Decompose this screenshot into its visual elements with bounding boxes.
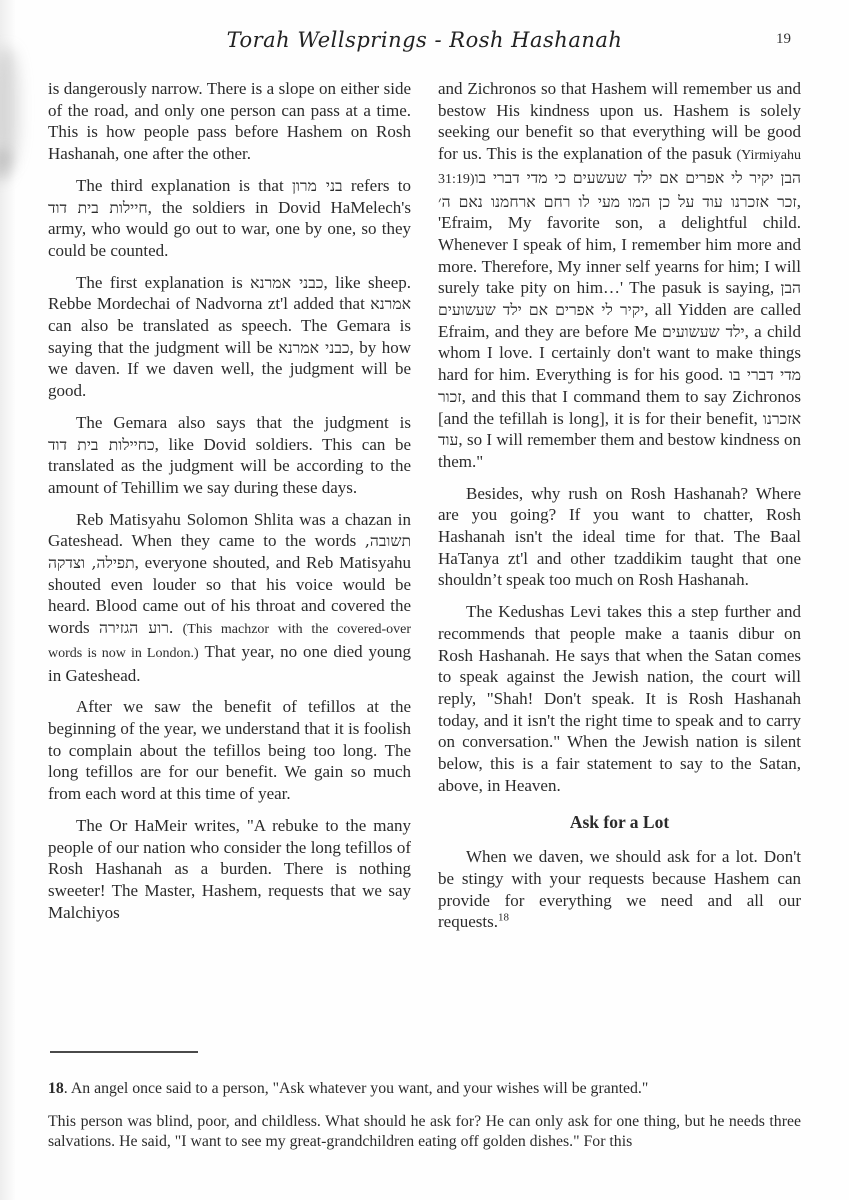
hebrew-phrase: אזכרנו עוד <box>438 408 801 450</box>
text-run: . An angel once said to a person, "Ask whatever you want, and your wishes will be granted." <box>63 1080 649 1097</box>
text-run: The Kedushas Levi takes this a step further and recommends that people make a taanis dibur on Rosh Hashanah. He says that when the Satan comes to speak against the Jewish nation, the court will reply, "Shah! Don't speak. It is Rosh Hashanah today, and it isn't the right time to speak and to carry on conversation." When the Jewish nation is silent below, this is a fair statement to say to the Satan, above, in Heaven. <box>438 602 801 795</box>
text-run: The third explanation is that <box>76 175 292 195</box>
paragraph <box>438 846 801 933</box>
parenthetical-note: (Yirmiyahu 31:19) <box>438 148 801 187</box>
text-run: , and this that I command them to say Zichronos [and the tefillah is long], it is for their benefit, <box>438 386 801 428</box>
text-run: , everyone shouted, and Reb Matisyahu shouted even louder so that his voice would be heard. Blood came out of his throat and covered the words <box>48 553 411 638</box>
paragraph <box>48 272 411 402</box>
paragraph <box>48 175 411 262</box>
text-run: , a child whom I love. I certainly don't want to make things hard for him. Everything is for his good. <box>438 321 801 385</box>
hebrew-phrase: הבן יקיר לי אפרים אם ילד שעשעים כי מדי דברי בו זכר אזכרנו עוד על כן המו מעי לו רחם ארחמנו נאם ה׳ <box>438 167 801 211</box>
footnote-reference: 18 <box>497 911 509 924</box>
text-run: can also be translated as speech. The Gemara is saying that the judgment will be <box>48 316 411 357</box>
hebrew-phrase: כבני אמרנא <box>278 337 350 357</box>
page-title: Torah Wellsprings - Rosh Hashanah <box>226 28 623 52</box>
footnote <box>48 1079 801 1099</box>
footnote-list <box>48 1079 801 1152</box>
hebrew-phrase: ילד שעשועים <box>661 321 745 341</box>
footnote-divider <box>50 1051 198 1053</box>
hebrew-phrase: חיילות בית דוד <box>48 197 148 217</box>
text-run: The first explanation is <box>76 272 251 292</box>
right-column <box>438 78 801 1040</box>
parenthetical-note: (This machzor with the covered-over words is now in London.) <box>48 622 411 661</box>
text-run: Ask for a Lot <box>569 811 670 832</box>
section-heading <box>438 812 801 834</box>
left-column <box>48 78 411 1040</box>
text-run: Reb Matisyahu Solomon Shlita was a chazan in Gateshead. When they came to the words <box>48 509 411 551</box>
footnote-number: 18 <box>48 1080 64 1097</box>
text-run: The Or HaMeir writes, "A rebuke to the many people of our nation who consider the long tefillos of Rosh Hashanah as a burden. There is nothing sweeter! The Master, Hashem, requests that we say Malchiyos <box>48 815 411 922</box>
hebrew-phrase: תשובה, תפילה, וצדקה <box>48 531 411 573</box>
text-run: is dangerously narrow. There is a slope on either side of the road, and only one person can pass at a time. This is how people pass before Hashem on Rosh Hashanah, one after the other. <box>48 79 411 164</box>
text-run: , like sheep. Rebbe Mordechai of Nadvorna zt'l added that <box>48 272 411 314</box>
scan-edge-artifact <box>0 0 16 1200</box>
hebrew-phrase: הבן יקיר לי אפרים אם ילד שעשועים <box>438 278 801 320</box>
hebrew-phrase: אמרנא <box>370 294 411 314</box>
hebrew-phrase: רוע הגזירה <box>99 618 169 638</box>
text-run: . <box>168 618 183 638</box>
hebrew-phrase: כבני אמרנא <box>250 272 324 292</box>
page-header <box>48 28 801 58</box>
text-run: The Gemara also says that the judgment is <box>76 412 411 432</box>
footnotes-section <box>48 1043 801 1165</box>
scan-smudge-artifact <box>0 48 20 168</box>
text-run: After we saw the benefit of tefillos at the beginning of the year, we understand that it is foolish to complain about the tefillos being too long. The long tefillos are for our benefit. We gain so much from each word at this time of year. <box>48 697 411 804</box>
text-run: That year, no one died young in Gateshead. <box>48 641 411 685</box>
paragraph <box>48 78 411 165</box>
text-run: When we daven, we should ask for a lot. Don't be stingy with your requests because Hashem can provide for everything we need and all our requests. <box>438 847 801 932</box>
paragraph <box>438 78 801 473</box>
paragraph <box>438 601 801 796</box>
text-run: , by how we daven. If we daven well, the judgment will be good. <box>48 337 411 401</box>
text-columns <box>48 78 801 1040</box>
paragraph <box>48 696 411 805</box>
footnote <box>48 1112 801 1152</box>
text-run: , the soldiers in Dovid HaMelech's army, who would go out to war, one by one, so they could be counted. <box>48 197 411 260</box>
text-run: and Zichronos so that Hashem will remember us and bestow His kindness upon us. Hashem is solely seeking our benefit so that everything will be good for us. This is the explanation of the pasuk <box>438 79 801 164</box>
paragraph <box>48 509 411 687</box>
text-run: refers to <box>342 175 411 195</box>
hebrew-phrase: מדי דברי בו זכור <box>438 365 801 406</box>
hebrew-phrase: כחיילות בית דוד <box>48 434 155 454</box>
page-number: 19 <box>776 31 791 47</box>
paragraph <box>48 815 411 924</box>
hebrew-phrase: בני מרון <box>291 175 343 195</box>
paragraph <box>438 483 801 592</box>
paragraph <box>48 412 411 499</box>
text-run: , all Yidden are called Efraim, and they are before Me <box>438 300 801 341</box>
text-run: , so I will remember them and bestow kindness on them." <box>438 430 801 471</box>
text-run: , 'Efraim, My favorite son, a delightful child. Whenever I speak of him, I remember him more and more. Therefore, My inner self yearns for him; I will surely take pity on him…' The pasuk is saying, <box>438 191 801 298</box>
text-run: Besides, why rush on Rosh Hashanah? Where are you going? If you want to chatter, Rosh Hashanah isn't the ideal time for that. The Baal HaTanya zt'l and other tzaddikim taught that one shouldn’t speak too much on Rosh Hashanah. <box>438 483 801 590</box>
text-run: , like Dovid soldiers. This can be translated as the judgment will be according to the amount of Tehillim we say during these days. <box>48 434 411 497</box>
text-run: This person was blind, poor, and childless. What should he ask for? He can only ask for one thing, but he needs three salvations. He said, "I want to see my great-grandchildren eating off golden dishes." For this <box>48 1113 801 1150</box>
scan-smudge-artifact <box>0 150 12 180</box>
